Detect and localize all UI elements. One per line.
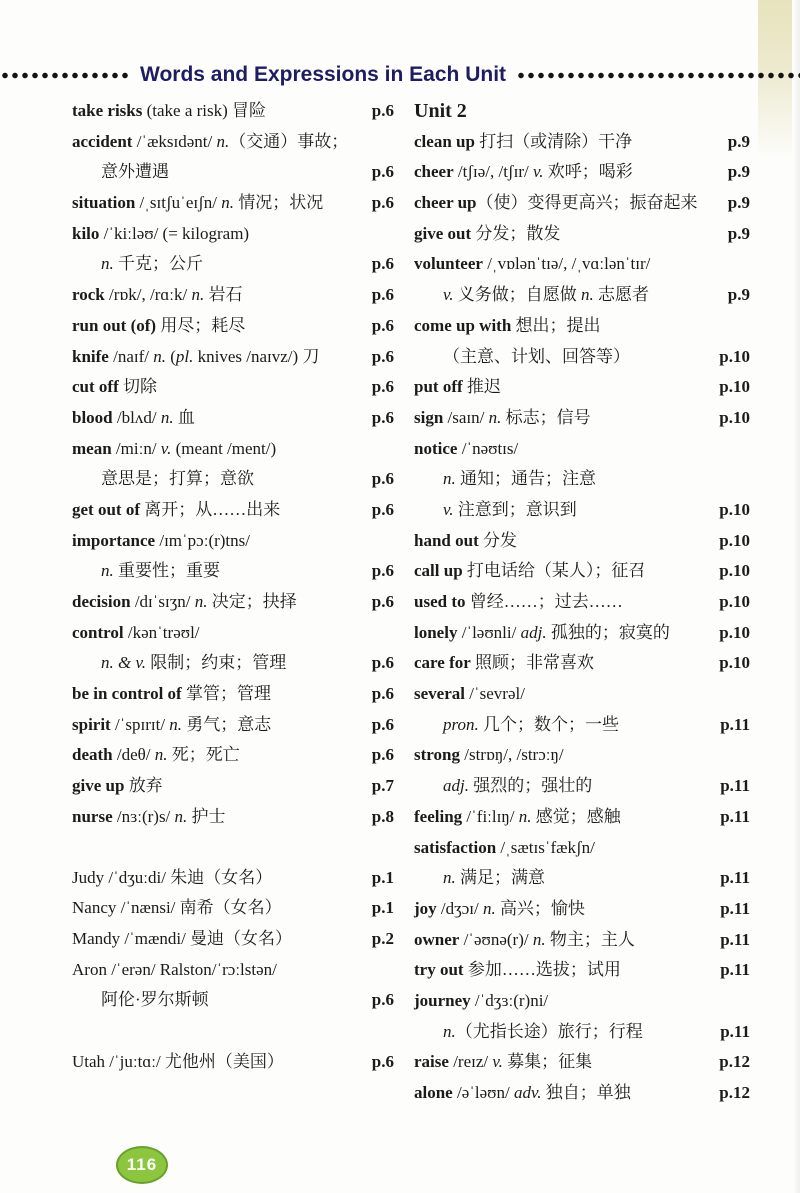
entry-text: cheer up（使）变得更高兴；振奋起来: [414, 193, 698, 213]
entry-text: sign /saɪn/ n. 标志；信号: [414, 407, 591, 427]
entry-text: several /ˈsevrəl/: [414, 684, 525, 704]
unit-heading-label: Unit 2: [414, 100, 467, 122]
entry-text: lonely /ˈləʊnli/ adj. 孤独的；寂寞的: [414, 622, 670, 642]
entry-text: decision /dɪˈsɪʒn/ n. 决定；抉择: [72, 592, 297, 611]
unit-heading: [414, 96, 750, 127]
entry-page-ref: p.6: [371, 990, 394, 1010]
entry-text: feeling /ˈfiːlɪŋ/ n. 感觉；感触: [414, 806, 621, 826]
entry-row: [414, 925, 750, 956]
entry-text: put off 推迟: [414, 377, 501, 397]
entry-text: v. 义务做；自愿做 n. 志愿者: [443, 285, 650, 305]
entry-page-ref: p.6: [371, 346, 394, 366]
entry-row: [414, 311, 750, 342]
entry-row: [72, 372, 394, 403]
entry-page-ref: p.9: [727, 162, 750, 182]
entry-page-ref: p.6: [371, 377, 394, 397]
entry-row: [72, 342, 394, 373]
entry-text: be in control of 掌管；管理: [72, 684, 271, 704]
entry-row: [72, 802, 394, 833]
word-list: [72, 96, 750, 1109]
entry-page-ref: p.1: [371, 898, 394, 918]
entry-row: [414, 802, 750, 833]
entry-page-ref: p.10: [719, 561, 750, 581]
entry-row: [414, 771, 750, 802]
entry-page-ref: p.6: [371, 285, 394, 305]
entry-page-ref: p.8: [371, 806, 394, 826]
entry-text: give out 分发；散发: [414, 223, 561, 243]
entry-page-ref: p.6: [371, 745, 394, 765]
entry-page-ref: p.10: [719, 499, 750, 519]
word-list-right-column: [414, 96, 750, 1109]
entry-row: [72, 985, 394, 1016]
entry-text: control /kənˈtrəʊl/: [72, 622, 200, 642]
entry-text: mean /miːn/ v. (meant /ment/): [72, 438, 277, 458]
entry-text: rock /rɒk/, /rɑːk/ n. 岩石: [72, 285, 243, 305]
entry-text: kilo /ˈkiːləʊ/ (= kilogram): [72, 223, 250, 243]
entry-page-ref: p.12: [719, 1052, 750, 1072]
entry-text: Utah /ˈjuːtɑː/ 尤他州（美国）: [72, 1051, 284, 1071]
entry-text: 阿伦·罗尔斯顿: [101, 990, 209, 1010]
entry-row: [72, 893, 394, 924]
entry-row: [414, 219, 750, 250]
entry-page-ref: p.6: [371, 714, 394, 734]
entry-row: [414, 434, 750, 465]
entry-text: Aron /ˈerən/ Ralston/ˈrɔːlstən/: [72, 959, 277, 979]
entry-text: death /deθ/ n. 死；死亡: [72, 745, 240, 765]
dotted-rule-right: [516, 72, 800, 79]
entry-row: [72, 740, 394, 771]
entry-text: joy /dʒɔɪ/ n. 高兴；愉快: [414, 898, 585, 918]
entry-row: [414, 986, 750, 1017]
entry-text: owner /ˈəʊnə(r)/ n. 物主；主人: [414, 929, 635, 949]
entry-row: [414, 955, 750, 986]
entry-row: [72, 771, 394, 802]
entry-row: [72, 280, 394, 311]
entry-text: satisfaction /ˌsætɪsˈfækʃn/: [414, 837, 595, 857]
entry-text: used to 曾经……；过去……: [414, 592, 623, 611]
entry-text: Judy /ˈdʒuːdi/ 朱迪（女名）: [72, 867, 273, 887]
entry-text: v. 注意到；意识到: [443, 499, 577, 519]
entry-page-ref: p.10: [719, 622, 750, 642]
entry-row: [414, 1047, 750, 1078]
entry-page-ref: p.11: [720, 714, 750, 734]
entry-text: importance /ɪmˈpɔː(r)tns/: [72, 530, 250, 550]
entry-row: [414, 495, 750, 526]
entry-text: 意思是；打算；意欲: [101, 469, 254, 489]
entry-page-ref: p.6: [371, 162, 394, 182]
entry-text: Mandy /ˈmændi/ 曼迪（女名）: [72, 928, 293, 948]
entry-page-ref: p.11: [720, 1021, 750, 1041]
entry-row: [72, 434, 394, 465]
entry-text: alone /əˈləʊn/ adv. 独自；单独: [414, 1083, 631, 1102]
entry-text: take risks (take a risk) 冒险: [72, 101, 267, 120]
entry-text: 意外遭遇: [101, 162, 169, 182]
entry-row: [72, 648, 394, 679]
entry-page-ref: p.10: [719, 407, 750, 427]
entry-text: cut off 切除: [72, 377, 157, 397]
page-title: Words and Expressions in Each Unit: [140, 63, 507, 86]
entry-row: [414, 342, 750, 373]
entry-text: spirit /ˈspɪrɪt/ n. 勇气；意志: [72, 714, 272, 734]
entry-row: [414, 833, 750, 864]
entry-page-ref: p.10: [719, 346, 750, 366]
entry-page-ref: p.7: [371, 776, 394, 796]
entry-row: [72, 955, 394, 986]
entry-page-ref: p.11: [720, 929, 750, 949]
entry-row: [414, 280, 750, 311]
entry-text: n. & v. 限制；约束；管理: [101, 653, 287, 673]
entry-page-ref: p.10: [719, 530, 750, 550]
entry-page-ref: p.6: [371, 592, 394, 611]
entry-text: cheer /tʃɪə/, /tʃɪr/ v. 欢呼；喝彩: [414, 162, 633, 182]
entry-page-ref: p.12: [719, 1083, 750, 1102]
entry-page-ref: p.6: [371, 499, 394, 519]
entry-page-ref: p.6: [371, 469, 394, 489]
scan-page-edge: [793, 0, 800, 1193]
entry-row: [72, 1047, 394, 1078]
entry-row: [414, 679, 750, 710]
entry-row: [72, 679, 394, 710]
entry-text: try out 参加……选拔；试用: [414, 960, 621, 980]
entry-row: [72, 863, 394, 894]
entry-text: journey /ˈdʒɜː(r)ni/: [414, 990, 549, 1010]
entry-text: nurse /nɜː(r)s/ n. 护士: [72, 806, 226, 826]
entry-text: clean up 打扫（或清除）干净: [414, 131, 633, 151]
entry-row: [414, 618, 750, 649]
entry-page-ref: p.11: [720, 776, 750, 796]
entry-row: [414, 648, 750, 679]
entry-text: n. 通知；通告；注意: [443, 469, 596, 489]
entry-row: [72, 526, 394, 557]
entry-text: strong /strɒŋ/, /strɔːŋ/: [414, 745, 564, 765]
entry-page-ref: p.6: [371, 315, 394, 335]
entry-text: care for 照顾；非常喜欢: [414, 653, 595, 673]
entry-row: [72, 249, 394, 280]
entry-page-ref: p.10: [719, 377, 750, 397]
entry-row: [414, 863, 750, 894]
entry-row: [72, 157, 394, 188]
entry-page-ref: p.2: [371, 928, 394, 948]
entry-page-ref: p.11: [720, 806, 750, 826]
entry-text: knife /naɪf/ n. (pl. knives /naɪvz/) 刀: [72, 346, 320, 366]
entry-text: Nancy /ˈnænsi/ 南希（女名）: [72, 898, 282, 918]
entry-row: [414, 157, 750, 188]
entry-text: n. 满足；满意: [443, 868, 545, 888]
entry-text: accident /ˈæksɪdənt/ n.（交通）事故；: [72, 131, 349, 151]
word-list-left-column: [72, 96, 394, 1109]
entry-page-ref: p.1: [371, 867, 394, 887]
entry-text: （主意、计划、回答等）: [443, 346, 630, 366]
entry-row: [414, 526, 750, 557]
entry-row: [72, 219, 394, 250]
entry-text: adj. 强烈的；强壮的: [443, 776, 593, 796]
entry-row: [414, 464, 750, 495]
entry-row: [414, 127, 750, 158]
column-gap: [72, 833, 394, 863]
entry-row: [72, 311, 394, 342]
entry-row: [72, 556, 394, 587]
entry-text: hand out 分发: [414, 530, 517, 550]
entry-row: [414, 249, 750, 280]
entry-row: [72, 618, 394, 649]
entry-page-ref: p.9: [727, 223, 750, 243]
entry-text: n. 重要性；重要: [101, 561, 220, 581]
entry-page-ref: p.6: [371, 1051, 394, 1071]
entry-row: [414, 372, 750, 403]
entry-row: [72, 495, 394, 526]
entry-page-ref: p.6: [371, 101, 394, 120]
entry-text: get out of 离开；从……出来: [72, 499, 281, 519]
entry-page-ref: p.6: [371, 193, 394, 213]
column-gap: [72, 1016, 394, 1047]
entry-page-ref: p.11: [720, 960, 750, 980]
entry-page-ref: p.9: [727, 131, 750, 151]
entry-text: pron. 几个；数个；一些: [443, 714, 619, 734]
entry-text: notice /ˈnəʊtɪs/: [414, 438, 519, 458]
entry-row: [414, 740, 750, 771]
entry-page-ref: p.9: [727, 193, 750, 213]
entry-row: [72, 403, 394, 434]
entry-page-ref: p.6: [371, 561, 394, 581]
entry-page-ref: p.9: [727, 285, 750, 305]
entry-page-ref: p.6: [371, 653, 394, 673]
entry-text: n. 千克；公斤: [101, 254, 203, 274]
entry-text: come up with 想出；提出: [414, 315, 601, 335]
entry-row: [72, 587, 394, 618]
entry-text: volunteer /ˌvɒlənˈtɪə/, /ˌvɑːlənˈtɪr/: [414, 254, 651, 274]
entry-page-ref: p.6: [371, 254, 394, 274]
page-number-badge: 116: [116, 1146, 168, 1184]
entry-row: [72, 127, 394, 158]
entry-row: [414, 710, 750, 741]
entry-text: blood /blʌd/ n. 血: [72, 407, 195, 427]
entry-page-ref: p.11: [720, 868, 750, 888]
entry-row: [72, 464, 394, 495]
entry-row: [414, 1017, 750, 1048]
entry-text: give up 放弃: [72, 776, 163, 796]
dotted-rule-left: [0, 72, 130, 79]
entry-page-ref: p.10: [719, 592, 750, 611]
section-header: [0, 59, 800, 91]
entry-row: [414, 403, 750, 434]
entry-row: [414, 587, 750, 618]
entry-text: situation /ˌsɪtʃuˈeɪʃn/ n. 情况；状况: [72, 193, 324, 213]
entry-text: raise /reɪz/ v. 募集；征集: [414, 1052, 593, 1072]
entry-row: [414, 1078, 750, 1109]
entry-text: call up 打电话给（某人）；征召: [414, 561, 646, 581]
entry-text: run out (of) 用尽；耗尽: [72, 315, 246, 335]
entry-page-ref: p.6: [371, 684, 394, 704]
entry-page-ref: p.6: [371, 407, 394, 427]
entry-page-ref: p.11: [720, 898, 750, 918]
entry-row: [72, 96, 394, 127]
entry-text: n.（尤指长途）旅行；行程: [443, 1021, 643, 1041]
entry-row: [72, 710, 394, 741]
entry-row: [72, 188, 394, 219]
entry-page-ref: p.10: [719, 653, 750, 673]
entry-row: [414, 894, 750, 925]
entry-row: [414, 556, 750, 587]
entry-row: [414, 188, 750, 219]
entry-row: [72, 924, 394, 955]
